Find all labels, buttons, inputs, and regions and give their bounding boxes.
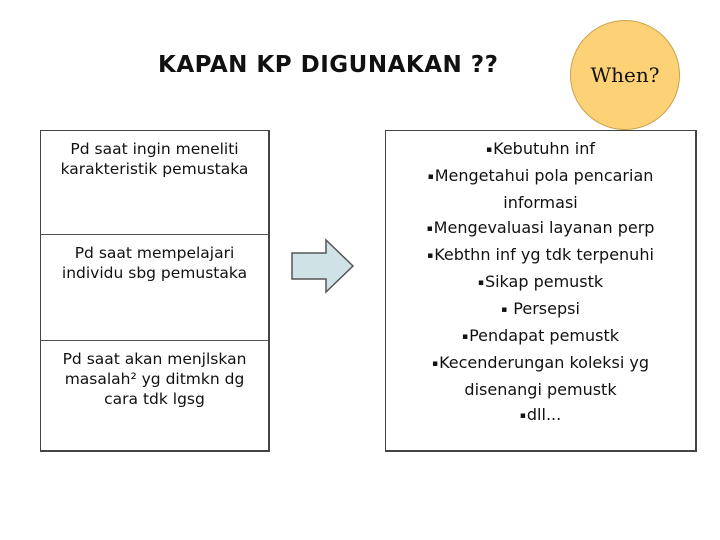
condition-item: Pd saat mempelajari individu sbg pemustaka: [41, 235, 268, 341]
when-badge: [570, 20, 680, 130]
bullet-icon: ▪: [477, 278, 484, 288]
purpose-text: Persepsi: [508, 299, 580, 318]
condition-item: Pd saat akan menjlskan masalah² yg ditmkn dg cara tdk lgsg: [62, 350, 247, 408]
slide-title: KAPAN KP DIGUNAKAN ??: [158, 52, 499, 78]
purpose-item: [392, 242, 689, 269]
bullet-icon: ▪: [501, 305, 508, 315]
condition-item: Pd saat ingin meneliti karakteristik pemustaka: [41, 131, 268, 235]
bullet-icon: ▪: [426, 224, 433, 234]
when-badge-label: When?: [590, 63, 660, 87]
bullet-icon: ▪: [486, 145, 493, 155]
bullet-icon: ▪: [431, 359, 439, 369]
bullet-icon: ▪: [461, 332, 469, 342]
purpose-item: [392, 402, 689, 429]
bullet-icon: ▪: [427, 172, 434, 182]
purpose-text: Mengetahui pola pencarian informasi: [434, 166, 654, 212]
purpose-item: [392, 350, 689, 402]
bullet-icon: ▪: [427, 251, 434, 261]
purpose-item: [392, 323, 689, 350]
purpose-text: dll...: [526, 405, 562, 424]
purpose-text: Mengevaluasi layanan perp: [433, 218, 655, 237]
purposes-box: [385, 130, 697, 452]
purposes-list: [386, 131, 695, 429]
purpose-item: [392, 296, 689, 323]
bullet-icon: ▪: [519, 411, 526, 421]
purpose-text: Pendapat pemustk: [469, 326, 620, 345]
purpose-item: [392, 215, 689, 242]
right-arrow-icon: [290, 238, 355, 294]
conditions-box: [40, 130, 270, 452]
purpose-item: [392, 269, 689, 296]
purpose-item: [392, 163, 689, 215]
purpose-text: Kebutuhn inf: [493, 139, 595, 158]
purpose-text: Kecenderungan koleksi yg disenangi pemustk: [439, 353, 649, 399]
purpose-text: Kebthn inf yg tdk terpenuhi: [434, 245, 654, 264]
purpose-item: [392, 136, 689, 163]
purpose-text: Sikap pemustk: [484, 272, 604, 291]
